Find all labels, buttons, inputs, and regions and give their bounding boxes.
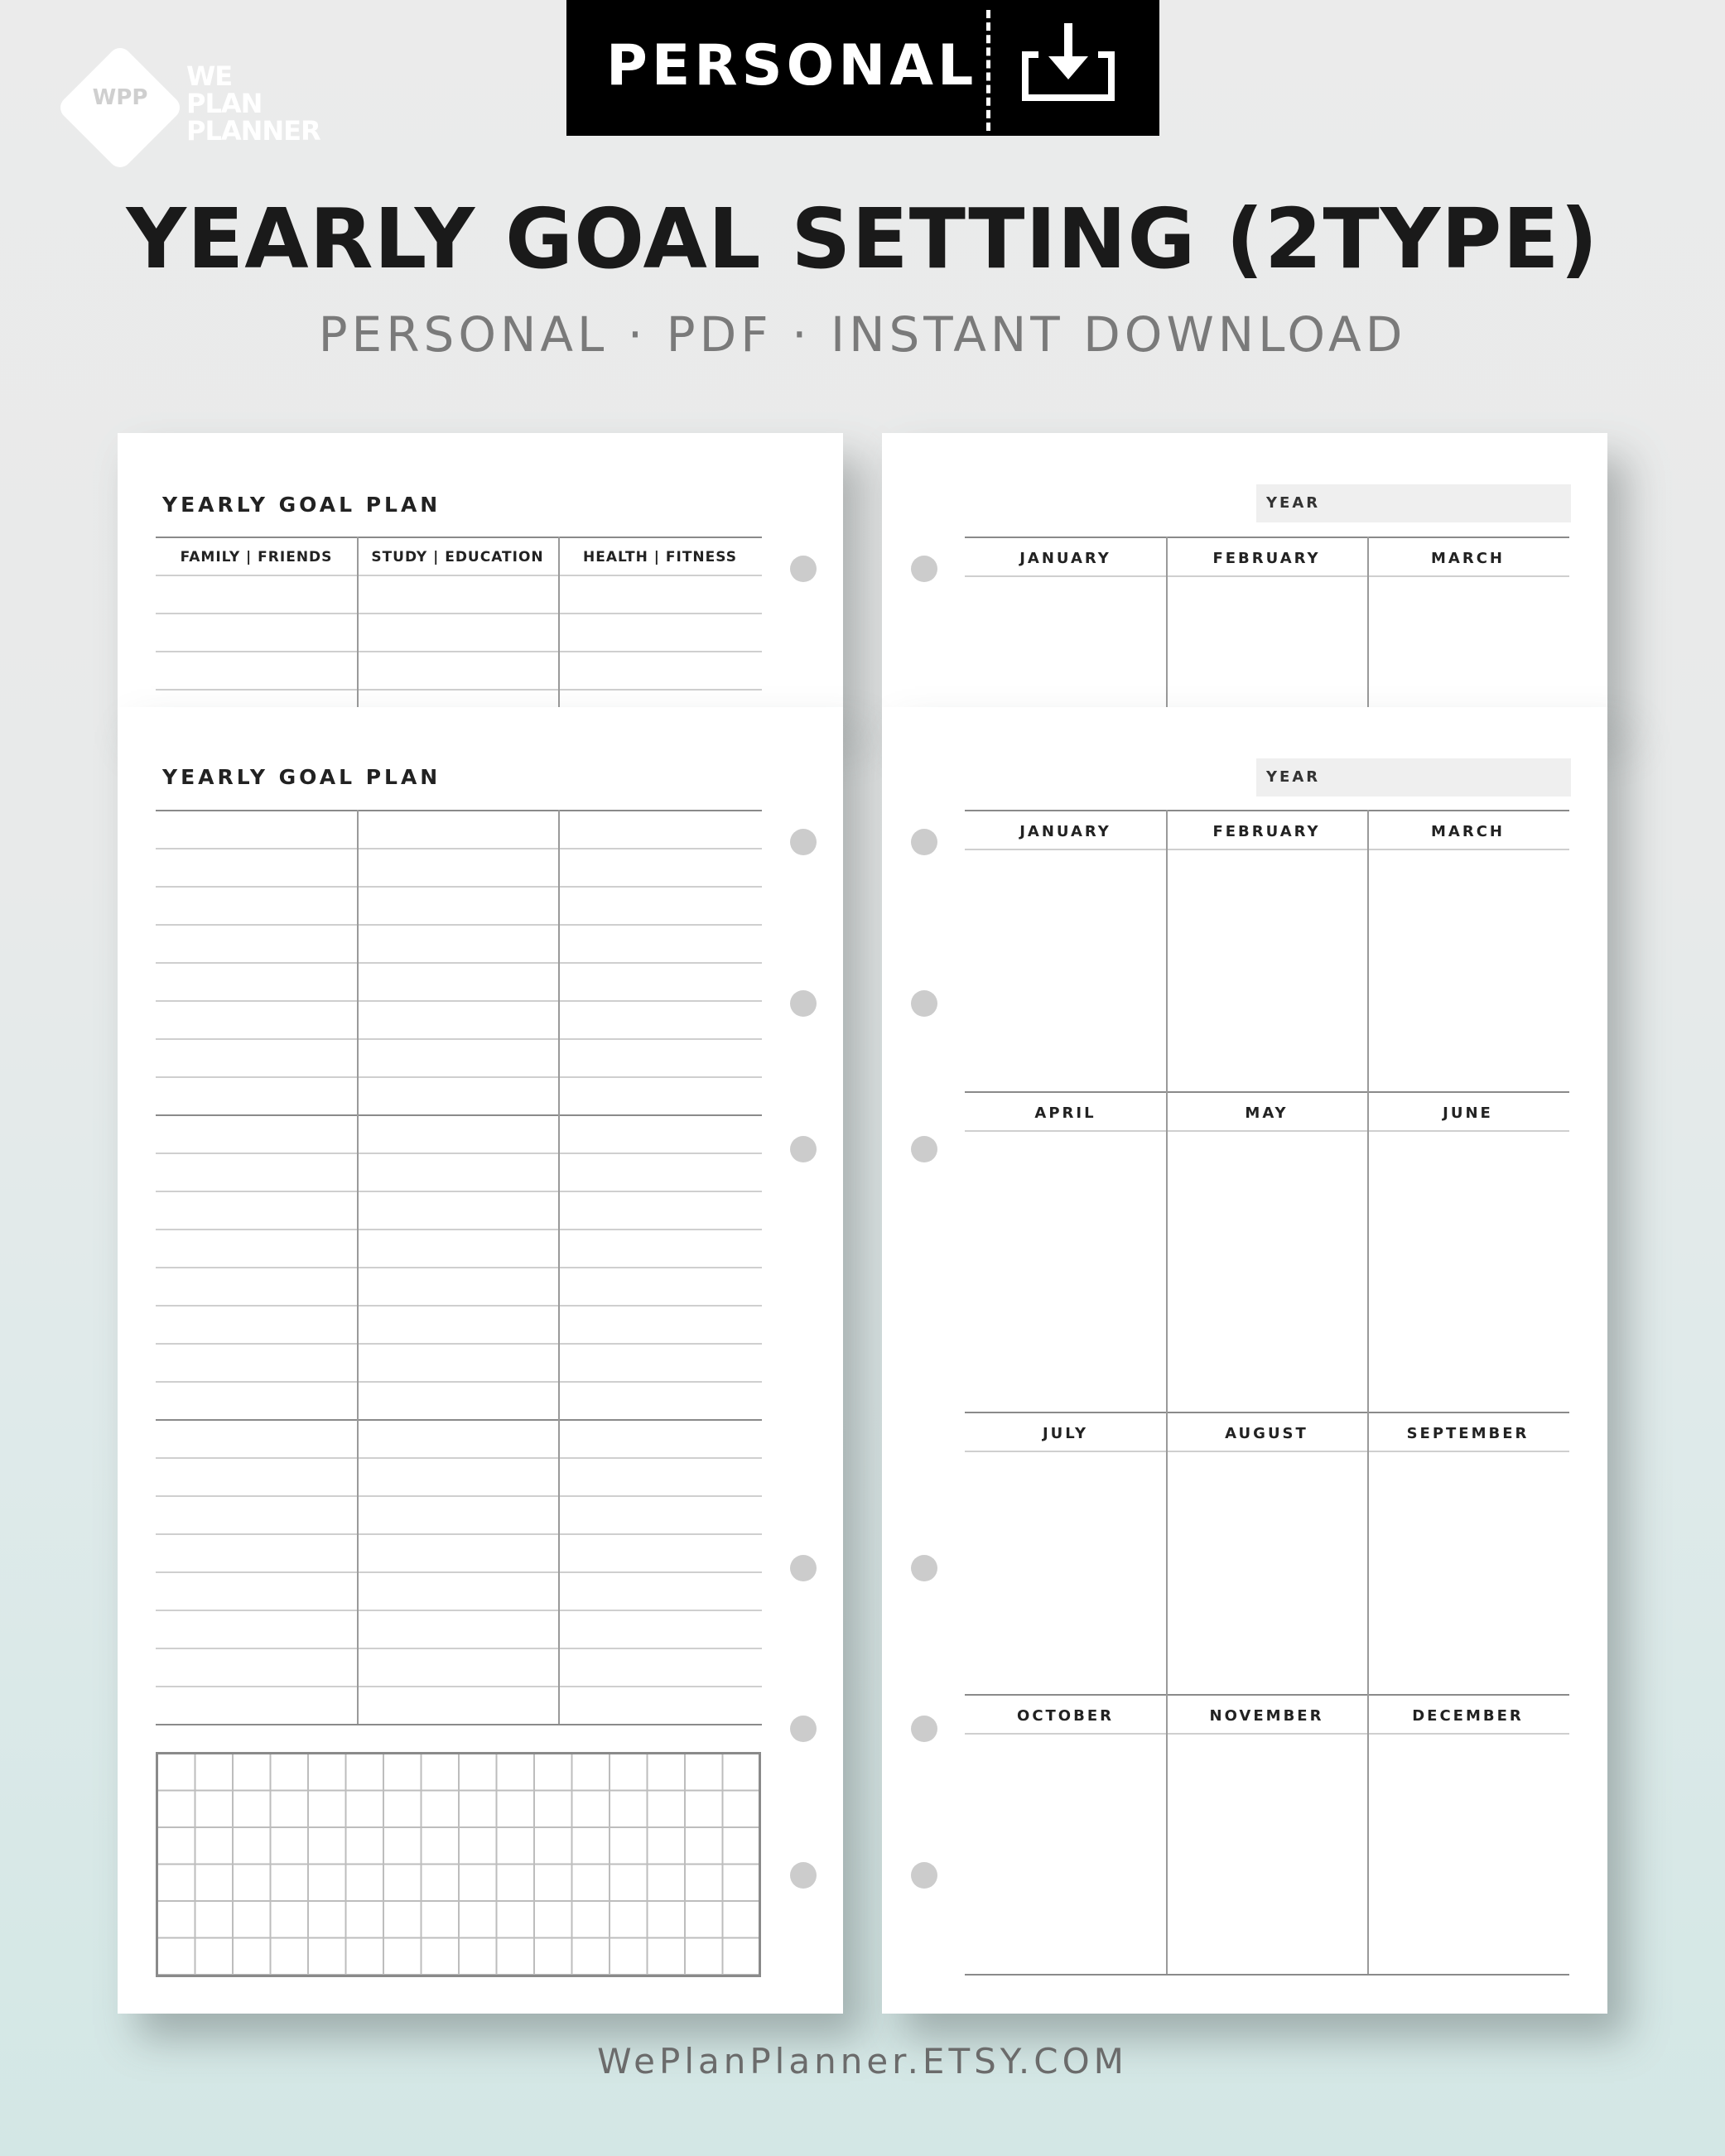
year-field[interactable] bbox=[1256, 758, 1571, 796]
rule bbox=[156, 1381, 762, 1383]
month-header: OCTOBER bbox=[1017, 1707, 1114, 1725]
month-header: JANUARY bbox=[1019, 550, 1111, 567]
section-rule bbox=[156, 1419, 762, 1421]
goal-plan-page-back bbox=[118, 433, 843, 719]
rule bbox=[156, 1571, 762, 1573]
punch-hole bbox=[790, 1555, 817, 1581]
rule bbox=[156, 1533, 762, 1535]
year-label: YEAR bbox=[1266, 494, 1321, 512]
row-rule bbox=[965, 1694, 1569, 1696]
punch-hole bbox=[911, 1136, 937, 1162]
column-divider bbox=[357, 537, 359, 719]
monthly-page-front bbox=[882, 707, 1607, 2014]
row-rule bbox=[965, 810, 1569, 811]
month-header: JULY bbox=[1042, 1425, 1088, 1442]
logo-line: PLANNER bbox=[186, 115, 320, 147]
banner-divider bbox=[986, 10, 990, 131]
rule bbox=[156, 1000, 762, 1002]
month-header: AUGUST bbox=[1225, 1425, 1308, 1442]
column-divider bbox=[558, 537, 560, 719]
month-header: SEPTEMBER bbox=[1406, 1425, 1530, 1442]
month-header: NOVEMBER bbox=[1209, 1707, 1324, 1725]
punch-hole bbox=[790, 990, 817, 1017]
logo-wordmark bbox=[186, 60, 320, 147]
rule bbox=[156, 1229, 762, 1230]
punch-hole bbox=[911, 1862, 937, 1889]
rule bbox=[965, 849, 1569, 850]
rule bbox=[156, 575, 762, 576]
punch-hole bbox=[790, 556, 817, 582]
page-subtitle: PERSONAL · PDF · INSTANT DOWNLOAD bbox=[318, 306, 1407, 363]
rule bbox=[156, 810, 762, 811]
rule bbox=[156, 1076, 762, 1078]
punch-hole bbox=[911, 829, 937, 855]
month-header: MAY bbox=[1245, 1104, 1289, 1122]
punch-hole bbox=[911, 990, 937, 1017]
download-icon[interactable] bbox=[1020, 23, 1116, 106]
goal-plan-page-front bbox=[118, 707, 843, 2014]
month-header: JANUARY bbox=[1019, 823, 1111, 840]
column-divider bbox=[1166, 810, 1168, 1974]
rule bbox=[965, 1733, 1569, 1735]
rule bbox=[965, 575, 1569, 577]
punch-hole bbox=[790, 1136, 817, 1162]
goal-plan-title: YEARLY GOAL PLAN bbox=[162, 493, 441, 517]
rule bbox=[156, 1495, 762, 1497]
rule bbox=[965, 537, 1569, 538]
rule bbox=[156, 613, 762, 614]
year-label: YEAR bbox=[1266, 768, 1321, 786]
column-divider bbox=[1367, 537, 1369, 719]
rule bbox=[156, 1038, 762, 1040]
rule bbox=[156, 1305, 762, 1307]
column-divider bbox=[558, 810, 560, 1724]
month-header: MARCH bbox=[1431, 823, 1505, 840]
rule bbox=[156, 1343, 762, 1345]
month-header: MARCH bbox=[1431, 550, 1505, 567]
bottom-rule bbox=[965, 1974, 1569, 1976]
rule bbox=[156, 886, 762, 888]
punch-hole bbox=[911, 1555, 937, 1581]
page-title: YEARLY GOAL SETTING (2TYPE) bbox=[126, 190, 1599, 287]
punch-hole bbox=[911, 556, 937, 582]
goal-plan-title: YEARLY GOAL PLAN bbox=[162, 765, 441, 789]
rule bbox=[156, 1267, 762, 1268]
rule bbox=[156, 848, 762, 849]
month-header: FEBRUARY bbox=[1212, 823, 1321, 840]
monthly-page-back bbox=[882, 433, 1607, 719]
rule bbox=[156, 1648, 762, 1649]
month-header: FEBRUARY bbox=[1212, 550, 1321, 567]
logo-line: PLAN bbox=[186, 88, 263, 119]
section-rule bbox=[156, 1724, 762, 1725]
column-divider bbox=[1166, 537, 1168, 719]
banner-label: PERSONAL bbox=[606, 33, 978, 99]
month-header: APRIL bbox=[1034, 1104, 1096, 1122]
column-divider bbox=[1367, 810, 1369, 1974]
punch-hole bbox=[790, 1716, 817, 1742]
rule bbox=[965, 1130, 1569, 1132]
rule bbox=[156, 1686, 762, 1687]
rule bbox=[156, 1191, 762, 1192]
year-field[interactable] bbox=[1256, 484, 1571, 522]
column-header: HEALTH | FITNESS bbox=[583, 549, 737, 565]
rule bbox=[156, 1457, 762, 1459]
rule bbox=[156, 1610, 762, 1611]
month-header: DECEMBER bbox=[1412, 1707, 1524, 1725]
logo-line: WE bbox=[186, 60, 233, 92]
notes-grid bbox=[156, 1752, 761, 1977]
rule bbox=[965, 1451, 1569, 1452]
section-rule bbox=[156, 1114, 762, 1116]
shop-url[interactable]: WePlanPlanner.ETSY.COM bbox=[597, 2041, 1128, 2081]
rule bbox=[156, 651, 762, 652]
column-divider bbox=[357, 810, 359, 1724]
punch-hole bbox=[790, 1862, 817, 1889]
row-rule bbox=[965, 1091, 1569, 1093]
rule bbox=[156, 962, 762, 964]
rule bbox=[156, 537, 762, 538]
rule bbox=[156, 924, 762, 926]
row-rule bbox=[965, 1412, 1569, 1413]
column-header: STUDY | EDUCATION bbox=[371, 549, 544, 565]
personal-download-banner[interactable] bbox=[566, 0, 1159, 136]
punch-hole bbox=[911, 1716, 937, 1742]
month-header: JUNE bbox=[1443, 1104, 1493, 1122]
rule bbox=[156, 1153, 762, 1154]
punch-hole bbox=[790, 829, 817, 855]
rule bbox=[156, 689, 762, 691]
column-header: FAMILY | FRIENDS bbox=[180, 549, 333, 565]
logo-mark: WPP bbox=[92, 85, 148, 110]
